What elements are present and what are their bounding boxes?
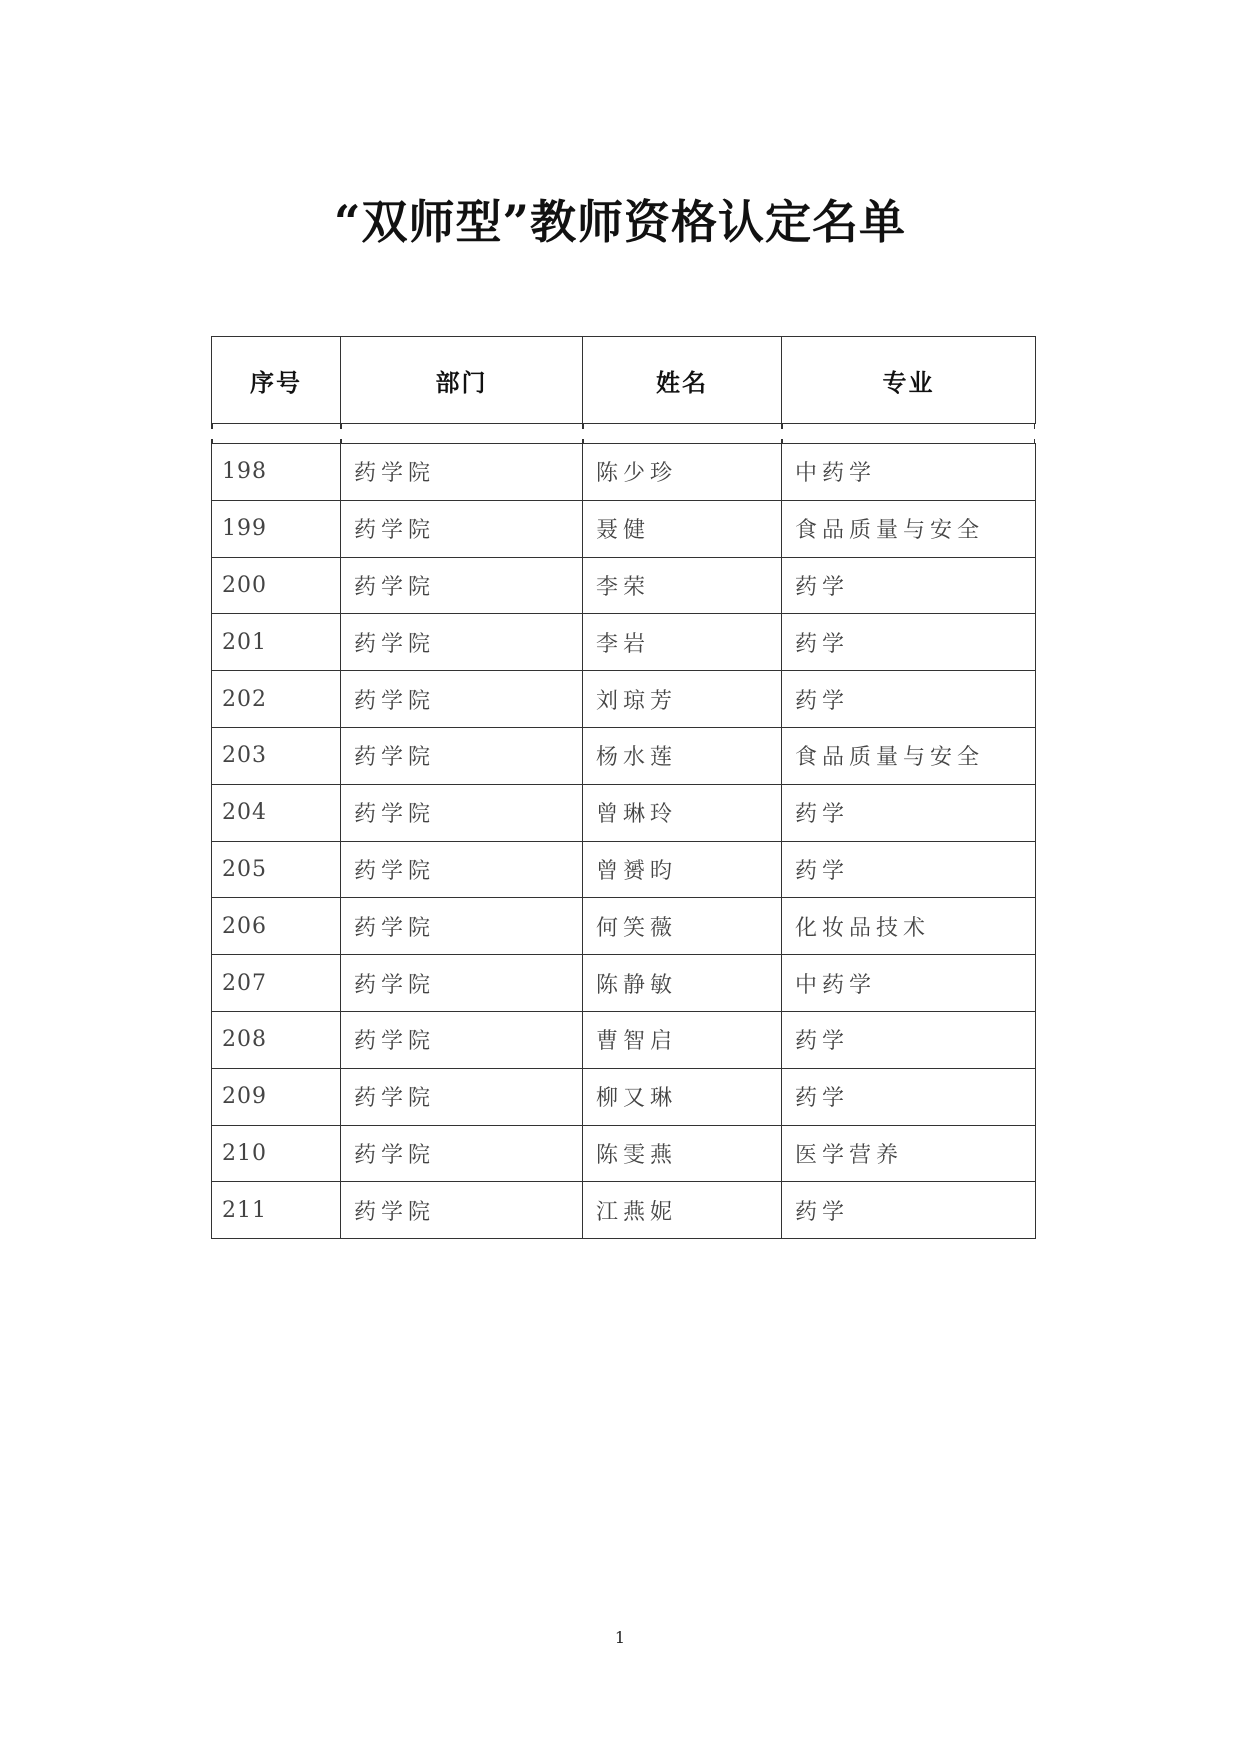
header-cell-name: 姓名 [583,337,782,424]
cell-index: 200 [212,557,341,614]
page-number: 1 [614,1628,626,1647]
cell-name: 曹智启 [583,1011,782,1068]
header-cell-index: 序号 [212,337,341,424]
cell-department: 药学院 [341,1011,583,1068]
table-row [212,1125,1036,1182]
table-row [212,1068,1036,1125]
cell-department: 药学院 [341,444,583,501]
cell-department: 药学院 [341,1125,583,1182]
cell-department: 药学院 [341,557,583,614]
header-cell-major: 专业 [782,337,1036,424]
table-row [212,841,1036,898]
divider [582,424,584,429]
cell-name: 柳又琳 [583,1068,782,1125]
cell-department: 药学院 [341,1182,583,1239]
cell-name: 杨水莲 [583,727,782,784]
cell-major: 药学 [782,784,1036,841]
cell-major: 药学 [782,671,1036,728]
divider [340,424,342,429]
cell-name: 刘琼芳 [583,671,782,728]
divider [781,424,783,429]
table-row [212,557,1036,614]
cell-department: 药学院 [341,1068,583,1125]
table-gap [211,424,1035,444]
cell-name: 聂健 [583,500,782,557]
cell-major: 药学 [782,1011,1036,1068]
cell-index: 198 [212,444,341,501]
table-row [212,898,1036,955]
cell-index: 209 [212,1068,341,1125]
cell-major: 药学 [782,841,1036,898]
cell-index: 210 [212,1125,341,1182]
cell-name: 陈雯燕 [583,1125,782,1182]
cell-index: 211 [212,1182,341,1239]
cell-major: 食品质量与安全 [782,727,1036,784]
cell-major: 食品质量与安全 [782,500,1036,557]
cell-index: 199 [212,500,341,557]
data-table-body [212,444,1036,1239]
divider [1034,424,1036,429]
cell-name: 陈少珍 [583,444,782,501]
table-row [212,500,1036,557]
cell-name: 何笑薇 [583,898,782,955]
table-row [212,614,1036,671]
table-row [212,671,1036,728]
cell-department: 药学院 [341,898,583,955]
cell-department: 药学院 [341,614,583,671]
cell-major: 药学 [782,614,1036,671]
header-cell-department: 部门 [341,337,583,424]
table-row [212,955,1036,1012]
cell-index: 206 [212,898,341,955]
table-row [212,727,1036,784]
table-header [211,336,1036,424]
table-row [212,1182,1036,1239]
cell-index: 204 [212,784,341,841]
cell-name: 曾赟昀 [583,841,782,898]
table-row [212,1011,1036,1068]
cell-department: 药学院 [341,500,583,557]
cell-index: 202 [212,671,341,728]
cell-name: 李岩 [583,614,782,671]
cell-name: 李荣 [583,557,782,614]
data-table [211,443,1036,1239]
cell-major: 化妆品技术 [782,898,1036,955]
cell-major: 药学 [782,1068,1036,1125]
cell-index: 205 [212,841,341,898]
page-title: “双师型”教师资格认定名单 [334,195,906,249]
cell-name: 陈静敏 [583,955,782,1012]
table-row [212,784,1036,841]
cell-department: 药学院 [341,727,583,784]
divider [211,424,213,429]
table-row [212,444,1036,501]
cell-department: 药学院 [341,955,583,1012]
cell-major: 药学 [782,1182,1036,1239]
cell-major: 中药学 [782,955,1036,1012]
cell-department: 药学院 [341,841,583,898]
cell-major: 药学 [782,557,1036,614]
cell-index: 208 [212,1011,341,1068]
cell-index: 207 [212,955,341,1012]
header-row [212,337,1036,424]
cell-major: 医学营养 [782,1125,1036,1182]
cell-department: 药学院 [341,784,583,841]
cell-major: 中药学 [782,444,1036,501]
cell-department: 药学院 [341,671,583,728]
cell-name: 曾琳玲 [583,784,782,841]
cell-index: 203 [212,727,341,784]
cell-name: 江燕妮 [583,1182,782,1239]
cell-index: 201 [212,614,341,671]
